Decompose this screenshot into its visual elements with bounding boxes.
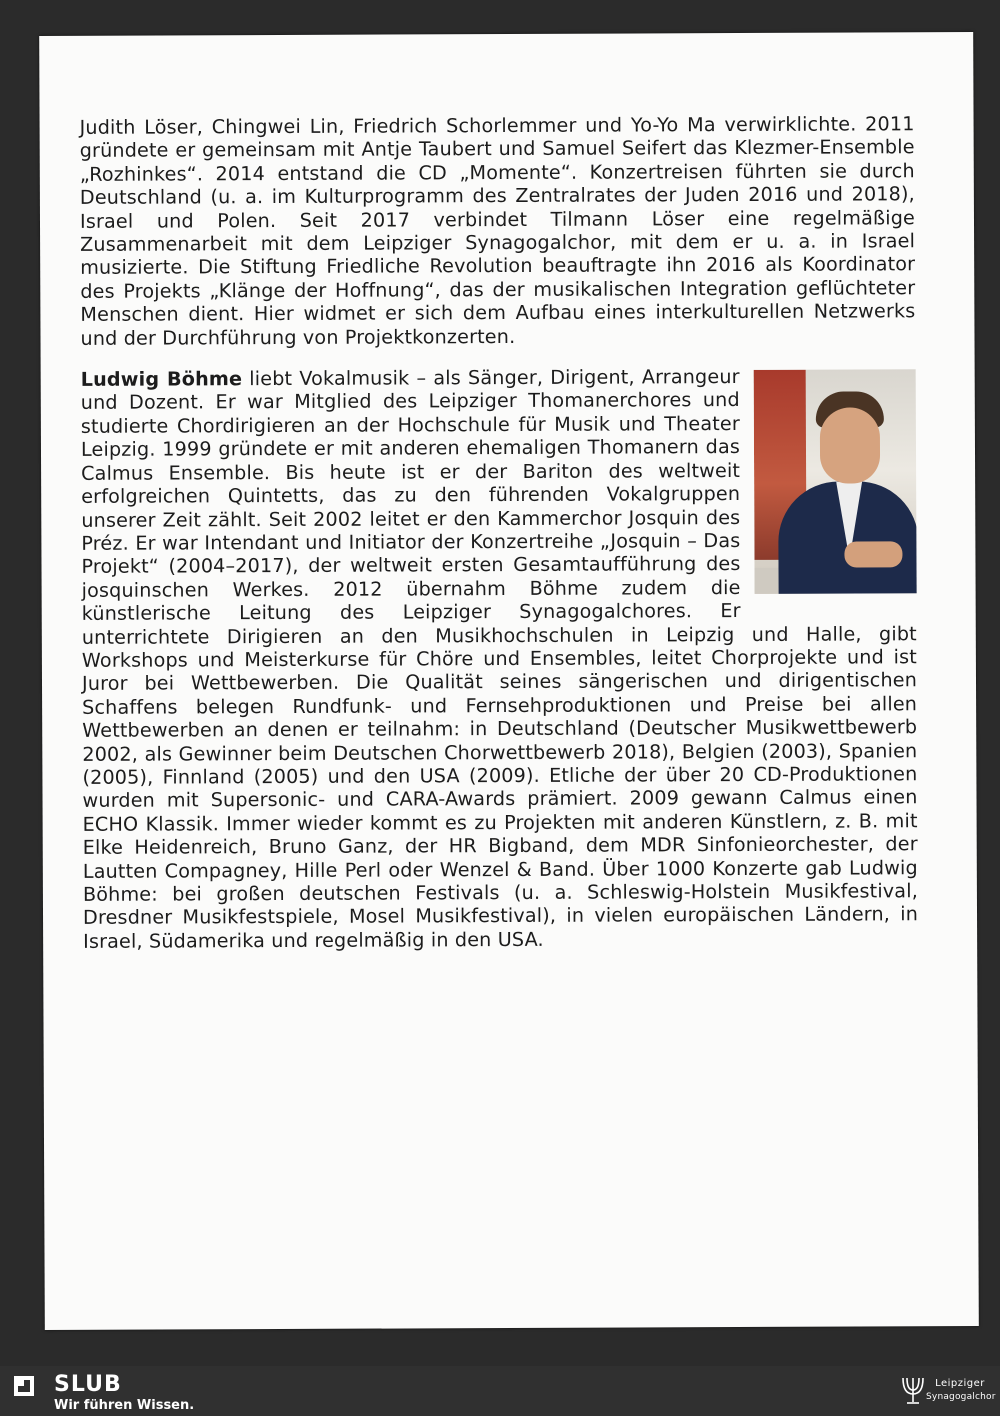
paragraph-loeser: Judith Löser, Chingwei Lin, Friedrich Schorlemmer und Yo-Yo Ma verwirklichte. 2011 gründete er gemeinsam mit Antje Taubert und Samuel Seifert das Klezmer-Ensemble „Rozhinkes“. 2014 entstand die CD „Momente“. Konzertreisen führten sie durch Deutschland (u. a. im Kulturprogramm des Zentralrates der Juden 2016 und 2018), Israel und Polen. Seit 2017 verbindet Tilmann Löser eine regelmäßige Zusammenarbeit mit dem Leipziger Synagogalchor, mit dem er u. a. in Israel musizierte. Die Stiftung Friedliche Revolution beauftragte ihn 2016 als Koordinator des Projekts „Klänge der Hoffnung“, das der musikalischen Integration geflüchteter Menschen dient. Hier widmet er sich dem Aufbau eines interkulturellen Netzwerks und der Durchführung von Projektkonzerten. xyxy=(79,112,916,350)
menorah-icon xyxy=(900,1372,926,1406)
slub-tagline: Wir führen Wissen. xyxy=(54,1398,195,1413)
body-text xyxy=(80,112,919,953)
choir-name-line2: Synagogalchor xyxy=(926,1392,996,1402)
brochure-page xyxy=(39,32,979,1330)
slub-logo-icon xyxy=(12,1374,36,1398)
slub-title: SLUB xyxy=(54,1372,122,1397)
portrait-photo xyxy=(754,369,917,594)
bio-text: liebt Vokalmusik – als Sänger, Dirigent, Arrangeur und Dozent. Er war Mitglied des Leipziger Thomanerchores und studierte Chordirigieren an der Hochschule für Musik und Theater Leipzig. 1999 gründete er mit anderen ehemaligen Thomanern das Calmus Ensemble. Bis heute ist er der Bariton des weltweit erfolgreichen Quintetts, das zu den führenden Vokalgruppen unserer Zeit zählt. Seit 2002 leitet er den Kammerchor Josquin des Préz. Er war Intendant und Initiator der Konzertreihe „Josquin – Das Projekt“ (2004–2017), der weltweit ersten Gesamtaufführung des josquinschen Werkes. 2012 übernahm Böhme zudem die künstlerische Leitung des Leipziger Synagogalchores. Er unterrichtete Dirigieren an den Musikhochschulen in Leipzig und Halle, gibt Workshops und Meisterkurse für Chöre und Ensembles, leitet Chorprojekte und ist Juror bei Wettbewerben. Die Qualität seines sängerischen und dirigentischen Schaffens belegen Rundfunk- und Fernsehproduktionen und Preise bei allen Wettbewerben an denen er teilnahm: in Deutschland (Deutscher Musikwettbewerb 2002, als Gewinner beim Deutschen Chorwettbewerb 2018), Belgien (2003), Spanien (2005), Finnland (2005) und den USA (2009). Etliche der über 20 CD-Produktionen wurden mit Supersonic- und CARA-Awards prämiert. 2009 gewann Calmus einen ECHO Klassik. Immer wieder kommt es zu Projekten mit anderen Künstlern, z. B. mit Elke Heidenreich, Bruno Ganz, der HR Bigband, dem MDR Sinfonieorchester, der Lautten Compagney, Hille Perl oder Wenzel & Band. Über 1000 Konzerte gab Ludwig Böhme: bei großen deutschen Festivals (u. a. Schleswig-Holstein Musikfestival, Dresdner Musikfestspiele, Mosel Musikfestival), in vielen europäischen Ländern, in Israel, Südamerika und regelmäßig in den USA. xyxy=(80,365,919,953)
person-name: Ludwig Böhme xyxy=(80,367,243,391)
choir-name-line1: Leipziger xyxy=(935,1378,985,1389)
footer-bar xyxy=(0,1366,1000,1416)
paragraph-boehme xyxy=(81,364,919,953)
